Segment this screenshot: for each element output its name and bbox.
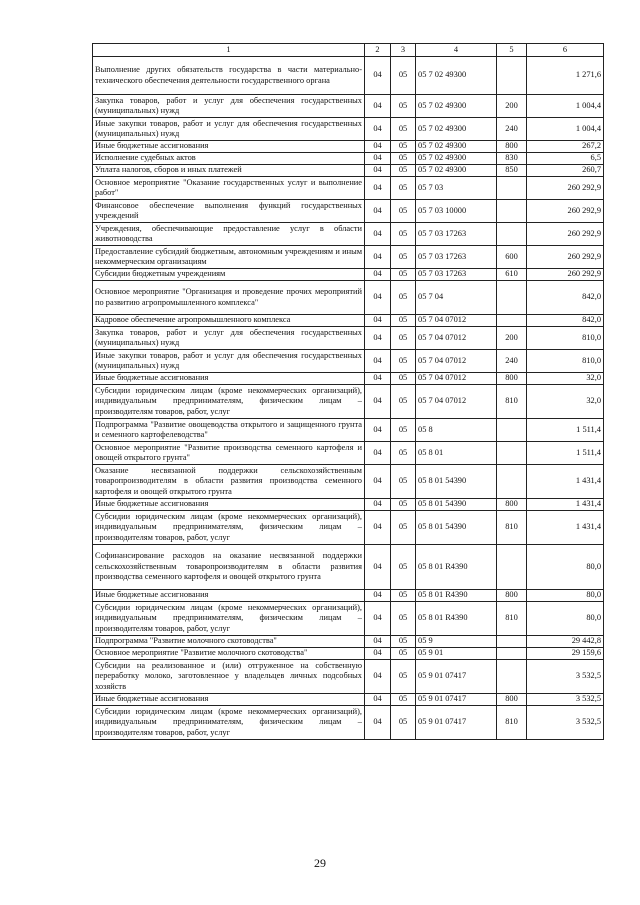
row-section-cell: 04 <box>365 590 391 602</box>
row-target-article-cell: 05 7 03 17263 <box>416 223 497 246</box>
table-row <box>93 350 604 373</box>
row-expense-type-cell: 200 <box>497 327 527 350</box>
row-section-cell: 04 <box>365 57 391 95</box>
row-target-article-cell: 05 7 04 07012 <box>416 315 497 327</box>
row-section-cell: 04 <box>365 660 391 694</box>
row-name-cell: Субсидии юридическим лицам (кроме некоммерческих организаций), индивидуальным предпринимателям, физическим лицам – производителям товаров, работ, услуг <box>93 602 365 636</box>
row-amount-cell: 3 532,5 <box>527 660 604 694</box>
row-target-article-cell: 05 8 01 <box>416 442 497 465</box>
row-subsection-cell: 05 <box>391 419 416 442</box>
row-amount-cell: 1 004,4 <box>527 95 604 118</box>
row-expense-type-cell: 610 <box>497 269 527 281</box>
row-amount-cell: 260 292,9 <box>527 246 604 269</box>
header-cell-section: 2 <box>365 44 391 57</box>
row-section-cell: 04 <box>365 153 391 165</box>
row-amount-cell: 842,0 <box>527 281 604 315</box>
row-target-article-cell: 05 7 02 49300 <box>416 95 497 118</box>
row-section-cell: 04 <box>365 636 391 648</box>
row-amount-cell: 80,0 <box>527 602 604 636</box>
row-section-cell: 04 <box>365 118 391 141</box>
row-name-cell: Основное мероприятие "Организация и проведение прочих мероприятий по развитию агропромышленного комплекса" <box>93 281 365 315</box>
row-name-cell: Основное мероприятие "Развитие молочного скотоводства" <box>93 648 365 660</box>
row-subsection-cell: 05 <box>391 118 416 141</box>
row-section-cell: 04 <box>365 281 391 315</box>
row-expense-type-cell: 800 <box>497 694 527 706</box>
table-row <box>93 636 604 648</box>
row-target-article-cell: 05 9 01 07417 <box>416 660 497 694</box>
row-amount-cell: 1 431,4 <box>527 465 604 499</box>
row-section-cell: 04 <box>365 499 391 511</box>
table-row <box>93 660 604 694</box>
row-name-cell: Иные бюджетные ассигнования <box>93 694 365 706</box>
row-section-cell: 04 <box>365 706 391 740</box>
row-expense-type-cell <box>497 465 527 499</box>
row-name-cell: Выполнение других обязательств государства в части материально-технического обеспечения деятельности государственного органа <box>93 57 365 95</box>
row-target-article-cell: 05 7 04 07012 <box>416 327 497 350</box>
row-target-article-cell: 05 7 03 17263 <box>416 269 497 281</box>
row-target-article-cell: 05 9 01 <box>416 648 497 660</box>
row-expense-type-cell <box>497 57 527 95</box>
table-row <box>93 465 604 499</box>
row-section-cell: 04 <box>365 385 391 419</box>
row-amount-cell: 3 532,5 <box>527 694 604 706</box>
table-row <box>93 95 604 118</box>
table-row <box>93 200 604 223</box>
row-amount-cell: 29 159,6 <box>527 648 604 660</box>
row-subsection-cell: 05 <box>391 499 416 511</box>
row-subsection-cell: 05 <box>391 373 416 385</box>
row-target-article-cell: 05 8 01 R4390 <box>416 602 497 636</box>
table-row <box>93 118 604 141</box>
row-section-cell: 04 <box>365 95 391 118</box>
table-row <box>93 385 604 419</box>
row-name-cell: Иные бюджетные ассигнования <box>93 590 365 602</box>
row-name-cell: Кадровое обеспечение агропромышленного комплекса <box>93 315 365 327</box>
table-row <box>93 246 604 269</box>
table-row <box>93 165 604 177</box>
row-amount-cell: 6,5 <box>527 153 604 165</box>
row-expense-type-cell: 800 <box>497 590 527 602</box>
row-name-cell: Уплата налогов, сборов и иных платежей <box>93 165 365 177</box>
row-section-cell: 04 <box>365 350 391 373</box>
header-cell-target-article: 4 <box>416 44 497 57</box>
row-subsection-cell: 05 <box>391 694 416 706</box>
row-section-cell: 04 <box>365 177 391 200</box>
row-subsection-cell: 05 <box>391 57 416 95</box>
row-target-article-cell: 05 8 01 54390 <box>416 511 497 545</box>
row-target-article-cell: 05 7 03 17263 <box>416 246 497 269</box>
row-expense-type-cell <box>497 419 527 442</box>
row-amount-cell: 260 292,9 <box>527 223 604 246</box>
row-subsection-cell: 05 <box>391 660 416 694</box>
row-amount-cell: 267,2 <box>527 141 604 153</box>
row-expense-type-cell: 800 <box>497 373 527 385</box>
row-expense-type-cell <box>497 177 527 200</box>
row-expense-type-cell <box>497 223 527 246</box>
budget-table <box>92 43 604 740</box>
table-row <box>93 499 604 511</box>
table-row <box>93 545 604 590</box>
row-name-cell: Иные бюджетные ассигнования <box>93 499 365 511</box>
row-amount-cell: 29 442,8 <box>527 636 604 648</box>
row-subsection-cell: 05 <box>391 315 416 327</box>
row-name-cell: Закупка товаров, работ и услуг для обеспечения государственных (муниципальных) нужд <box>93 95 365 118</box>
row-amount-cell: 810,0 <box>527 350 604 373</box>
row-target-article-cell: 05 7 02 49300 <box>416 57 497 95</box>
row-name-cell: Исполнение судебных актов <box>93 153 365 165</box>
row-section-cell: 04 <box>365 269 391 281</box>
row-target-article-cell: 05 9 01 07417 <box>416 694 497 706</box>
row-subsection-cell: 05 <box>391 141 416 153</box>
row-name-cell: Иные бюджетные ассигнования <box>93 373 365 385</box>
row-amount-cell: 3 532,5 <box>527 706 604 740</box>
row-amount-cell: 260 292,9 <box>527 269 604 281</box>
row-name-cell: Иные бюджетные ассигнования <box>93 141 365 153</box>
row-subsection-cell: 05 <box>391 223 416 246</box>
row-target-article-cell: 05 9 01 07417 <box>416 706 497 740</box>
row-name-cell: Оказание несвязанной поддержки сельскохозяйственным товаропроизводителям в области развития производства семенного картофеля и овощей открытого грунта <box>93 465 365 499</box>
row-name-cell: Субсидии бюджетным учреждениям <box>93 269 365 281</box>
row-section-cell: 04 <box>365 511 391 545</box>
row-name-cell: Софинансирование расходов на оказание несвязанной поддержки сельскохозяйственным товаропроизводителям в области развития производства семенного картофеля и овощей открытого грунта <box>93 545 365 590</box>
table-row <box>93 153 604 165</box>
row-subsection-cell: 05 <box>391 200 416 223</box>
row-amount-cell: 260 292,9 <box>527 200 604 223</box>
table-row <box>93 223 604 246</box>
table-row <box>93 648 604 660</box>
table-row <box>93 327 604 350</box>
row-expense-type-cell <box>497 315 527 327</box>
budget-table-body <box>93 44 604 740</box>
row-subsection-cell: 05 <box>391 95 416 118</box>
row-expense-type-cell <box>497 660 527 694</box>
row-expense-type-cell: 800 <box>497 141 527 153</box>
row-expense-type-cell: 830 <box>497 153 527 165</box>
row-amount-cell: 80,0 <box>527 590 604 602</box>
row-name-cell: Финансовое обеспечение выполнения функций государственных учреждений <box>93 200 365 223</box>
row-subsection-cell: 05 <box>391 165 416 177</box>
row-expense-type-cell: 810 <box>497 706 527 740</box>
row-expense-type-cell: 240 <box>497 118 527 141</box>
table-row <box>93 373 604 385</box>
row-name-cell: Основное мероприятие "Оказание государственных услуг и выполнение работ" <box>93 177 365 200</box>
row-amount-cell: 260 292,9 <box>527 177 604 200</box>
row-section-cell: 04 <box>365 419 391 442</box>
row-subsection-cell: 05 <box>391 545 416 590</box>
row-expense-type-cell: 800 <box>497 499 527 511</box>
row-section-cell: 04 <box>365 442 391 465</box>
row-target-article-cell: 05 8 01 54390 <box>416 465 497 499</box>
row-amount-cell: 810,0 <box>527 327 604 350</box>
row-expense-type-cell <box>497 281 527 315</box>
row-section-cell: 04 <box>365 648 391 660</box>
row-target-article-cell: 05 7 03 10000 <box>416 200 497 223</box>
row-target-article-cell: 05 7 02 49300 <box>416 141 497 153</box>
row-target-article-cell: 05 7 04 07012 <box>416 385 497 419</box>
table-row <box>93 419 604 442</box>
table-row <box>93 141 604 153</box>
row-expense-type-cell: 810 <box>497 511 527 545</box>
row-name-cell: Закупка товаров, работ и услуг для обеспечения государственных (муниципальных) нужд <box>93 327 365 350</box>
table-row <box>93 177 604 200</box>
row-expense-type-cell <box>497 442 527 465</box>
row-target-article-cell: 05 7 03 <box>416 177 497 200</box>
table-row <box>93 269 604 281</box>
row-section-cell: 04 <box>365 694 391 706</box>
row-expense-type-cell: 600 <box>497 246 527 269</box>
table-row <box>93 590 604 602</box>
row-target-article-cell: 05 7 04 07012 <box>416 350 497 373</box>
row-target-article-cell: 05 8 01 R4390 <box>416 545 497 590</box>
row-subsection-cell: 05 <box>391 465 416 499</box>
row-subsection-cell: 05 <box>391 511 416 545</box>
row-section-cell: 04 <box>365 327 391 350</box>
row-name-cell: Субсидии юридическим лицам (кроме некоммерческих организаций), индивидуальным предпринимателям, физическим лицам – производителям товаров, работ, услуг <box>93 511 365 545</box>
table-row <box>93 281 604 315</box>
row-amount-cell: 260,7 <box>527 165 604 177</box>
row-amount-cell: 80,0 <box>527 545 604 590</box>
row-subsection-cell: 05 <box>391 706 416 740</box>
row-name-cell: Субсидии на реализованное и (или) отгруженное на собственную переработку молоко, заготовленное у владельцев личных подсобных хозяйств <box>93 660 365 694</box>
row-name-cell: Подпрограмма "Развитие молочного скотоводства" <box>93 636 365 648</box>
row-name-cell: Иные закупки товаров, работ и услуг для обеспечения государственных (муниципальных) нужд <box>93 118 365 141</box>
row-expense-type-cell <box>497 545 527 590</box>
table-row <box>93 511 604 545</box>
row-subsection-cell: 05 <box>391 246 416 269</box>
row-amount-cell: 1 004,4 <box>527 118 604 141</box>
row-amount-cell: 842,0 <box>527 315 604 327</box>
table-header-row <box>93 44 604 57</box>
row-name-cell: Предоставление субсидий бюджетным, автономным учреждениям и иным некоммерческим организациям <box>93 246 365 269</box>
row-subsection-cell: 05 <box>391 636 416 648</box>
table-row <box>93 602 604 636</box>
row-subsection-cell: 05 <box>391 153 416 165</box>
row-amount-cell: 32,0 <box>527 385 604 419</box>
row-section-cell: 04 <box>365 602 391 636</box>
row-expense-type-cell <box>497 636 527 648</box>
row-amount-cell: 1 431,4 <box>527 499 604 511</box>
row-target-article-cell: 05 7 02 49300 <box>416 153 497 165</box>
row-section-cell: 04 <box>365 246 391 269</box>
header-cell-expense-type: 5 <box>497 44 527 57</box>
row-subsection-cell: 05 <box>391 327 416 350</box>
row-expense-type-cell: 240 <box>497 350 527 373</box>
row-name-cell: Учреждения, обеспечивающие предоставление услуг в области животноводства <box>93 223 365 246</box>
row-expense-type-cell: 810 <box>497 385 527 419</box>
row-name-cell: Иные закупки товаров, работ и услуг для обеспечения государственных (муниципальных) нужд <box>93 350 365 373</box>
row-target-article-cell: 05 7 02 49300 <box>416 165 497 177</box>
row-name-cell: Основное мероприятие "Развитие производства семенного картофеля и овощей открытого грунта" <box>93 442 365 465</box>
header-cell-amount: 6 <box>527 44 604 57</box>
row-subsection-cell: 05 <box>391 269 416 281</box>
row-target-article-cell: 05 9 <box>416 636 497 648</box>
row-section-cell: 04 <box>365 315 391 327</box>
row-target-article-cell: 05 7 04 <box>416 281 497 315</box>
row-section-cell: 04 <box>365 545 391 590</box>
row-expense-type-cell: 200 <box>497 95 527 118</box>
row-amount-cell: 1 431,4 <box>527 511 604 545</box>
row-expense-type-cell: 850 <box>497 165 527 177</box>
row-section-cell: 04 <box>365 373 391 385</box>
row-section-cell: 04 <box>365 465 391 499</box>
row-name-cell: Субсидии юридическим лицам (кроме некоммерческих организаций), индивидуальным предпринимателям, физическим лицам – производителям товаров, работ, услуг <box>93 385 365 419</box>
row-subsection-cell: 05 <box>391 385 416 419</box>
row-amount-cell: 1 511,4 <box>527 419 604 442</box>
table-row <box>93 706 604 740</box>
row-target-article-cell: 05 8 <box>416 419 497 442</box>
row-expense-type-cell <box>497 648 527 660</box>
row-target-article-cell: 05 7 02 49300 <box>416 118 497 141</box>
row-target-article-cell: 05 7 04 07012 <box>416 373 497 385</box>
row-amount-cell: 32,0 <box>527 373 604 385</box>
table-row <box>93 315 604 327</box>
row-subsection-cell: 05 <box>391 648 416 660</box>
row-subsection-cell: 05 <box>391 442 416 465</box>
header-cell-name: 1 <box>93 44 365 57</box>
header-cell-subsection: 3 <box>391 44 416 57</box>
row-expense-type-cell: 810 <box>497 602 527 636</box>
row-subsection-cell: 05 <box>391 590 416 602</box>
row-target-article-cell: 05 8 01 54390 <box>416 499 497 511</box>
row-subsection-cell: 05 <box>391 350 416 373</box>
row-amount-cell: 1 271,6 <box>527 57 604 95</box>
row-section-cell: 04 <box>365 200 391 223</box>
row-target-article-cell: 05 8 01 R4390 <box>416 590 497 602</box>
row-section-cell: 04 <box>365 141 391 153</box>
row-expense-type-cell <box>497 200 527 223</box>
row-subsection-cell: 05 <box>391 177 416 200</box>
row-subsection-cell: 05 <box>391 281 416 315</box>
table-row <box>93 442 604 465</box>
page-number: 29 <box>314 856 326 870</box>
row-amount-cell: 1 511,4 <box>527 442 604 465</box>
row-name-cell: Субсидии юридическим лицам (кроме некоммерческих организаций), индивидуальным предпринимателям, физическим лицам – производителям товаров, работ, услуг <box>93 706 365 740</box>
row-name-cell: Подпрограмма "Развитие овощеводства открытого и защищенного грунта и семенного картофелеводства" <box>93 419 365 442</box>
table-row <box>93 57 604 95</box>
row-section-cell: 04 <box>365 223 391 246</box>
row-subsection-cell: 05 <box>391 602 416 636</box>
table-row <box>93 694 604 706</box>
row-section-cell: 04 <box>365 165 391 177</box>
